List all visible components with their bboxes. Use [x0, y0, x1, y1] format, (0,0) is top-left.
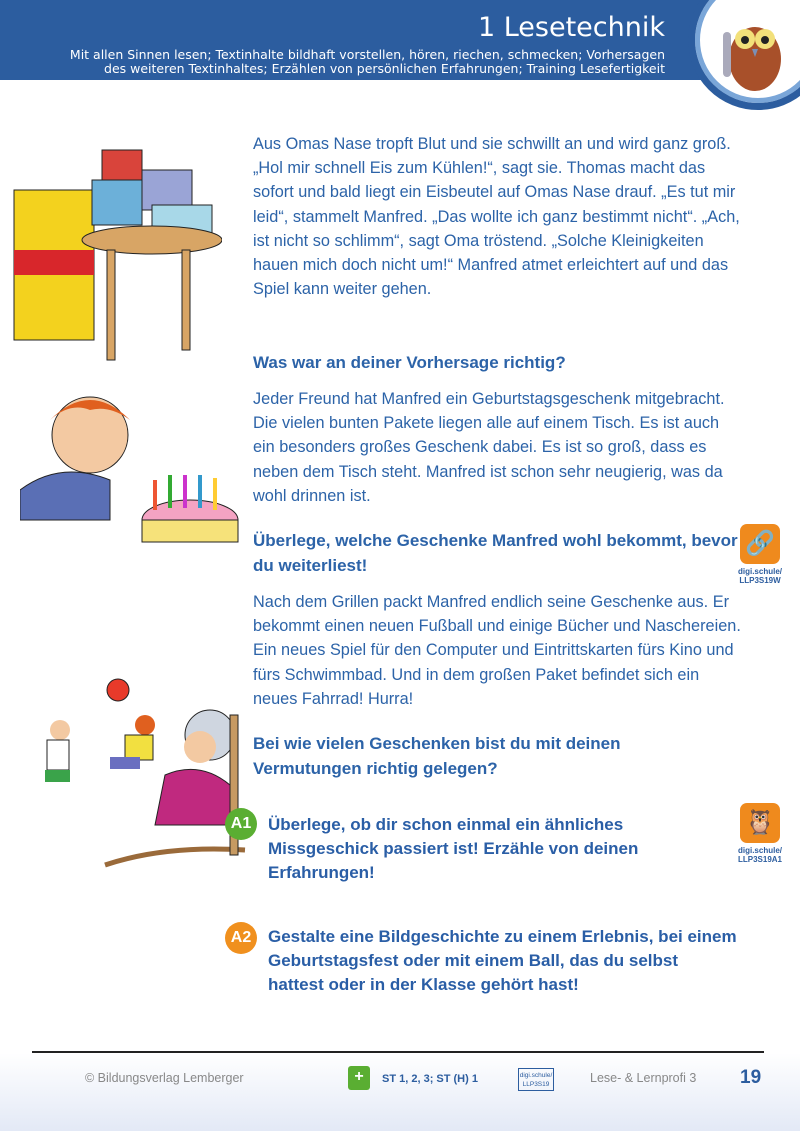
- task-a2-text: Gestalte eine Bildgeschichte zu einem Erlebnis, bei einem Geburtstagsfest oder mit einem Ball, das du selbst hattest oder in der Klasse gehört hast!: [268, 927, 737, 994]
- story-paragraph-1: Aus Omas Nase tropft Blut und sie schwillt an und wird ganz groß. „Hol mir schnell Eis zum Kühlen!“, sagt sie. Thomas macht das sofort und bald liegt ein Eisbeutel auf Omas Nase drauf. „Es tut mir leid“, stammelt Manfred. „Das wollte ich ganz bestimmt nicht“. „Ach, ist nicht so schlimm“, sagt Oma tröstend. „Solche Kleinigkeiten hauen mich doch nicht um!“ Manfred atmet erleichtert auf und das Spiel kann weiter gehen.: [253, 135, 740, 299]
- book-title: Lese- & Lernprofi 3: [590, 1071, 697, 1085]
- subtitle-line: des weiteren Textinhaltes; Erzählen von persönlichen Erfahrungen; Training Lesefertigkeit: [104, 61, 665, 76]
- story-paragraph-2: Jeder Freund hat Manfred ein Geburtstagsgeschenk mitgebracht. Die vielen bunten Pakete liegen alle auf einem Tisch. Es ist auch ein besonders großes Geschenk dabei. Es ist so groß, dass es neben dem Tisch steht. Manfred ist schon sehr neugierig, was da wohl drinnen ist.: [253, 390, 725, 505]
- question-heading-3: Bei wie vielen Geschenken bist du mit deinen Vermutungen richtig gelegen?: [253, 734, 621, 778]
- page-number: 19: [740, 1067, 762, 1088]
- page-footer: [0, 1053, 800, 1131]
- plus-icon: +: [348, 1066, 370, 1090]
- kids-playing-ball-grandma-illustration: [15, 675, 250, 875]
- owl-icon: 🦉: [740, 803, 780, 843]
- digi-link-label: digi.schule/ LLP3S19A1: [737, 846, 783, 864]
- digi-link-page[interactable]: digi.schule/ LLP3S19: [518, 1068, 554, 1091]
- link-icon: 🔗: [740, 524, 780, 564]
- gifts-on-table-illustration: [12, 120, 222, 370]
- digi-link-label: digi.schule/ LLP3S19W: [737, 567, 782, 585]
- task-a1-text: Überlege, ob dir schon einmal ein ähnliches Missgeschick passiert ist! Erzähle von deinen Erfahrungen!: [268, 815, 639, 882]
- question-heading-2: Überlege, welche Geschenke Manfred wohl bekommt, bevor du weiterliest!: [253, 531, 738, 575]
- task-badge-a2: A2: [225, 922, 257, 954]
- subtitle-line: Mit allen Sinnen lesen; Textinhalte bildhaft vorstellen, hören, riechen, schmecken; Vorhersagen: [69, 47, 665, 62]
- publisher: © Bildungsverlag Lemberger: [85, 1071, 244, 1085]
- digi-link-llp3s19a1[interactable]: [730, 803, 790, 864]
- question-heading-1: Was war an deiner Vorhersage richtig?: [253, 353, 566, 372]
- chapter-title: 1 Lesetechnik: [477, 12, 665, 43]
- owl-mascot-icon: [688, 0, 800, 110]
- digi-link-llp3s19w[interactable]: [730, 524, 790, 585]
- boy-blowing-candles-illustration: [20, 390, 240, 560]
- story-paragraph-3: Nach dem Grillen packt Manfred endlich seine Geschenke aus. Er bekommt einen neuen Fußball und einige Bücher und Naschereien. Ein neues Spiel für den Computer und Eintrittskarten fürs Kino und fürs Schwimmbad. Und in dem großen Paket befindet sich ein neues Fahrrad! Hurra!: [253, 593, 741, 708]
- chapter-header: [0, 0, 800, 80]
- curriculum-standards: ST 1, 2, 3; ST (H) 1: [382, 1073, 478, 1085]
- task-badge-a1: A1: [225, 808, 257, 840]
- chapter-subtitle: [70, 48, 665, 76]
